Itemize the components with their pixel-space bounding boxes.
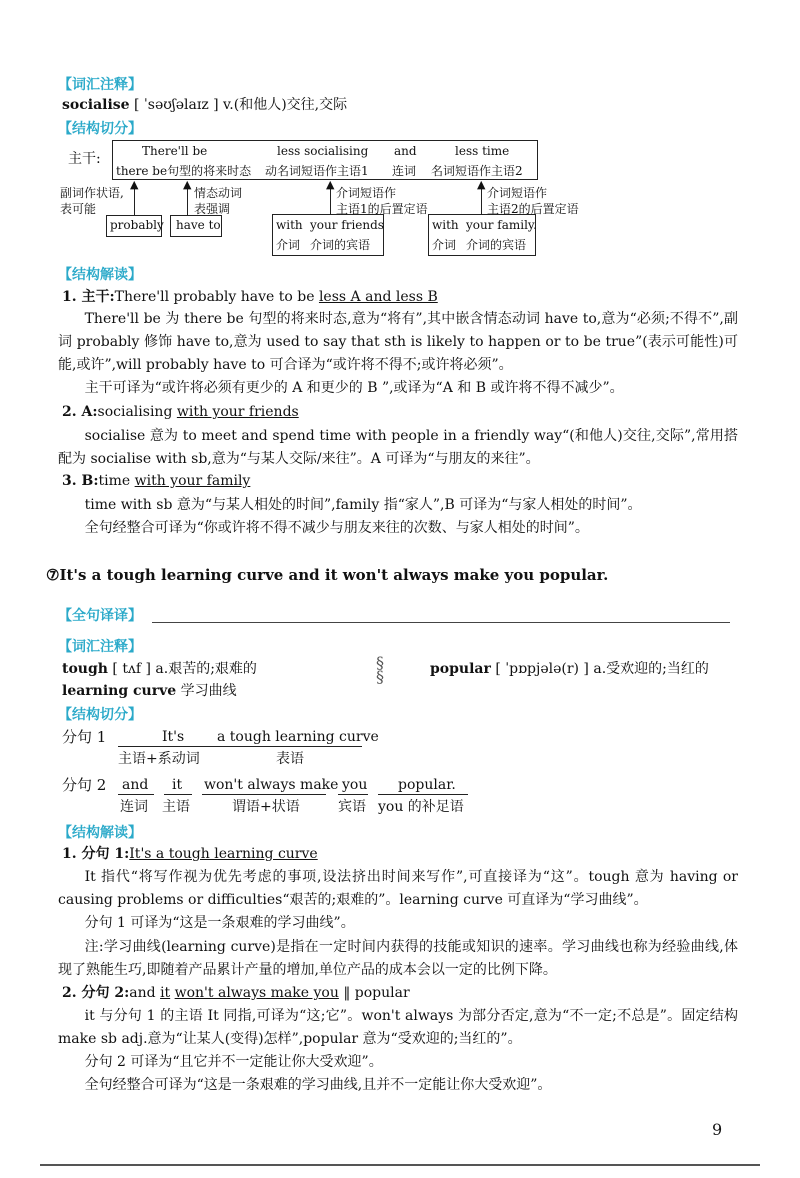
clause-2-label: 分句 2 [62,776,107,794]
vocab-word: popular [430,661,491,677]
clause-word: and [122,777,149,793]
diagram-role: 介词的宾语 [466,238,527,252]
analysis-heading-2: 【结构解读】 [58,825,142,841]
structure-heading-2: 【结构切分】 [58,707,142,723]
diagram-note: 主语1的后置定语 [336,202,428,216]
point-3-underlined: with your family [134,473,251,489]
diagram-role: 介词 [276,238,301,252]
clause-word: It's [162,729,185,745]
diagram-word: less socialising [277,144,369,158]
underline [118,794,154,795]
clause-role: 连词 [120,799,148,815]
clause-word: popular. [398,777,456,793]
clause-1-analysis-heading [62,845,318,863]
clause-2-underlined-subject: it [160,985,171,1001]
clause-1-label: 分句 1 [62,728,107,746]
full-translation-2: 全句经整合可译为“这是一条艰难的学习曲线,且并不一定能让你大受欢迎”。 [84,1077,552,1093]
clause-2-text: and [129,985,161,1001]
point-1-translation: 主干可译为“或许将必须有更少的 A 和更少的 B ”,或译为“A 和 B 或许将不得不减少”。 [84,380,624,396]
point-1-heading [62,288,438,306]
diagram-role: there be句型的将来时态 [116,164,252,178]
vocab-entry-learning-curve [62,682,237,700]
clause-1-body: It 指代“将写作视为优先考虑的事项,设法挤出时间来写作”,可直接译为“这”。tough 意为 having or causing problems or difficulties“艰苦的;艰难的”。learning curve 可直译为“学习曲线”。 [58,869,738,908]
diagram-role: 名词短语作主语2 [431,164,523,178]
diagram-role: 连词 [392,164,417,178]
diagram-word: less time [455,144,510,158]
vocab-entry [62,96,347,114]
arrow-up-icon: ▲ [326,178,335,191]
arrow-up-icon: ▲ [477,178,486,191]
point-1-underlined: less A and less B [318,289,438,305]
clause-2-translation: 分句 2 可译为“且它并不一定能让你大受欢迎”。 [84,1054,383,1070]
point-3-text: time [98,473,135,489]
clause-1-translation: 分句 1 可译为“这是一条艰难的学习曲线”。 [84,915,355,931]
clause-role: 主语+系动词 [118,751,200,767]
vocab-word: tough [62,661,108,677]
clause-word: you [342,777,368,793]
main-clause-label: 主干: [68,151,101,167]
analysis-heading: 【结构解读】 [58,267,142,283]
diagram-word: with [432,218,459,232]
vocab-definition: [ tʌf ] a.艰苦的;艰难的 [112,661,257,677]
diagram-note: 主语2的后置定语 [487,202,579,216]
footer-rule [40,1164,760,1166]
vocab-definition: [ ˈpɒpjələ(r) ] a.受欢迎的;当红的 [495,661,709,677]
arrow-up-icon: ▲ [130,178,139,191]
clause-2-body: it 与分句 1 的主语 It 同指,可译为“这;它”。won't always 为部分否定,意为“不一定;不总是”。固定结构 make sb adj.意为“让某人(变得)怎样”,popular 意为“受欢迎的;当红的”。 [58,1008,738,1047]
diagram-note: 介词短语作 [487,186,548,200]
vocab-entry-popular [430,660,709,678]
diagram-role: 动名词短语作主语1 [265,164,369,178]
clause-2-analysis-heading [62,984,410,1002]
clause-2-underlined-predicate: won't always make you [174,985,339,1001]
divider-squiggle: § § [376,653,384,686]
clause-word: won't always make [204,777,339,793]
diagram-box-word: probably [110,218,164,232]
page-number: 9 [712,1120,723,1139]
point-2-label: 2. A: [62,404,98,420]
diagram-note: 副词作状语, [60,186,124,200]
underline [338,794,368,795]
point-2-heading [62,403,299,421]
translation-blank-line [152,622,730,623]
structure-heading: 【结构切分】 [58,121,142,137]
point-1-text: There'll probably have to be [114,289,319,305]
clause-1-underlined: It's a tough learning curve [129,846,318,862]
translation-heading: 【全句译译】 [58,608,142,624]
underline [378,794,468,795]
sentence-7: ⑦It's a tough learning curve and it won't always make you popular. [46,566,609,584]
underline [118,746,218,747]
clause-1-analysis-label: 1. 分句 1: [62,846,130,862]
vocab-heading: 【词汇注释】 [58,77,142,93]
underline [216,746,362,747]
vocab-definition: [ ˈsəʊʃəlaɪz ] v.(和他人)交往,交际 [134,97,348,113]
vocab-word: socialise [62,97,130,113]
point-1-label: 1. 主干: [62,289,115,305]
point-2-underlined: with your friends [176,404,299,420]
diagram-word: There'll be [142,144,208,158]
point-2-text: socialising [97,404,177,420]
diagram-box-word: have to [176,218,221,232]
point-3-body: time with sb 意为“与某人相处的时间”,family 指“家人”,B 可译为“与家人相处的时间”。 [84,497,642,513]
diagram-note: 表强调 [194,202,231,216]
diagram-word: your friends [310,218,384,232]
vocab-entry-tough [62,660,257,678]
clause-role: 表语 [276,751,304,767]
clause-role: 宾语 [338,799,366,815]
diagram-word: your family. [466,218,537,232]
underline [164,794,192,795]
point-2-body: socialise 意为 to meet and spend time with people in a friendly way“(和他人)交往,交际”,常用搭配为 socialise with sb,意为“与某人交际/来往”。A 可译为“与朋友的来往”。 [58,428,738,467]
clause-2-analysis-label: 2. 分句 2: [62,985,130,1001]
point-1-body: There'll be 为 there be 句型的将来时态,意为“将有”,其中嵌含情态动词 have to,意为“必须;不得不”,副词 probably 修饰 have to,意为 used to say that sth is likely to happen or to be true”(表示可能性)可能,或许”,will probably have to 可合译为“或许将不得不;或许将必须”。 [58,311,738,373]
clause-role: 主语 [162,799,190,815]
diagram-note: 介词短语作 [336,186,397,200]
diagram-note: 情态动词 [194,186,243,200]
full-translation: 全句经整合可译为“你或许将不得不减少与朋友来往的次数、与家人相处的时间”。 [84,520,589,536]
diagram-role: 介词的宾语 [310,238,371,252]
point-3-label: 3. B: [62,473,99,489]
arrow-up-icon: ▲ [183,178,192,191]
clause-1-note: 注:学习曲线(learning curve)是指在一定时间内获得的技能或知识的速率。学习曲线也称为经验曲线,体现了熟能生巧,即随着产品累计产量的增加,单位产品的成本会以一定的比例下降。 [58,939,738,978]
point-3-heading [62,472,250,490]
clause-role: you 的补足语 [378,799,464,815]
vocab-word: learning curve [62,683,177,699]
vocab-heading-2: 【词汇注释】 [58,639,142,655]
clause-word: a tough learning curve [217,729,379,745]
diagram-role: 介词 [432,238,457,252]
diagram-word: and [394,144,417,158]
clause-role: 谓语+状语 [232,799,300,815]
diagram-note: 表可能 [60,202,97,216]
vocab-definition: 学习曲线 [180,683,237,699]
clause-word: it [172,777,183,793]
underline [202,794,326,795]
diagram-word: with [276,218,303,232]
clause-2-text: ‖ popular [338,985,410,1001]
